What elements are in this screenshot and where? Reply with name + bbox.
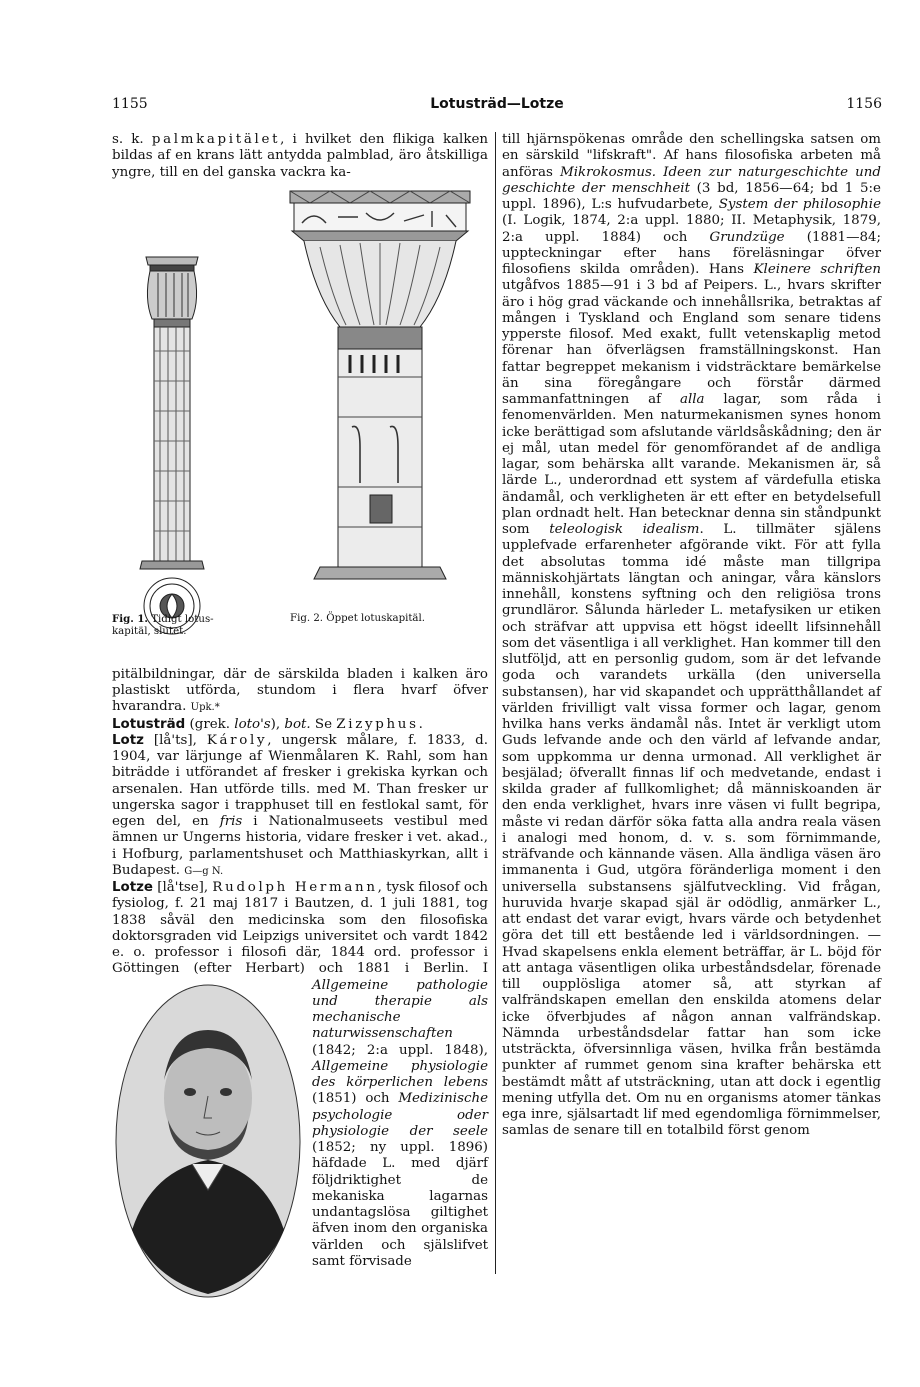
- fig2-open-lotus-capital-illustration: [280, 187, 480, 607]
- author-signature: Upk.*: [190, 702, 220, 714]
- entry-head: Lotze: [112, 880, 154, 895]
- kapital-continuation-paragraph: pitälbildningar, där de särskilda bladen i kalken äro plastiskt utförda, stundom i flera hvarf öfver hvarandra. Upk.*: [112, 666, 488, 715]
- figures: [112, 187, 488, 659]
- fig1-caption: Fig. 1. Tidigt lotus-kapitäl, slutet.: [112, 612, 214, 637]
- entry-lotustrad: Lotusträd (grek. loto's), bot. Se Zizyphus.: [112, 716, 423, 732]
- palmkapital-paragraph: s. k. palmkapitälet, i hvilket den flikiga kalken bildas af en krans lätt antydda palmblad, äro åtskilliga yngre, till en del ganska vackra ka-: [112, 132, 489, 180]
- lotze-continuation-paragraph: till hjärnspökenas område den schellingska satsen om en särskild "lifskraft". Af hans filosofiska arbeten må anföras Mikrokosmus. Ideen zur naturgeschichte und geschichte der menschheit (3 bd, 1856—64; bd 1 5:e uppl. 1896), L:s hufvudarbete, System der philosophie (I. Logik, 1874, 2:a uppl. 1880; II. Metaphysik, 1879, 2:a uppl. 1884) och Grundzüge (1881—84; uppteckningar efter hans föreläsningar öfver filosofiens skilda områden). Hans Kleinere schriften utgåfvos 1885—91 i 3 bd af Peipers. L., hvars skrifter äro i hög grad väckande och innehållsrika, betraktas af mången i Tyskland och England som senare tidens ypperste filosof. Med exakt, fullt vetenskaplig metod förenar han öfverlägsen framställningskonst. Han fattar begreppet mekanism i vidsträcktare bemärkelse än sina föregångare och förstår därmed sammanfattningen af alla lagar, som råda i fenomenvärlden. Men naturmekanismen synes honom icke berättigad som afslutande världsåskådning; den är ej mål, utan medel för genomförandet af de andliga lagar, som behärska allt varande. Mekanismen är, så lärde L., underordnad ett system af värdefulla etiska ändamål, och verkligheten är ett efter en betydelsefull plan ordnadt helt. Han betecknar denna sin ståndpunkt som teleologisk idealism. L. tillmäter själens upplefvade erfarenheter afgörande vikt. För att fylla det absolutas tomma idé måste man tillgripa människohjärtats längtan och aningar, våra känslors innehåll, konstens syftning och den religiösa trons grundläror. Sålunda härleder L. metafysiken ur etiken och sträfvar att uppvisa ett högst ideellt lifsinnehåll som det väsentliga i all verklighet. Han kommer till den slutföljd, att en personlig gudom, som är det lefvande goda och varandets urkälla (den universella substansen), har vid skapandet och upprätthållandet af världen frivilligt valt vissa former och lagar, genom hvilka hans verks ändamål nås. Intet är verkligt utom Guds lefvande ande och den värld af lefvande andar, som uppkomma ur denna urmonad. All verklighet är besjälad; öfverallt finnas lif och medvetande, endast i skilda grader af fullkomlighet; då människoanden är den enda verklighet, hvars inre väsen vi fullt begripa, måste vi redan därför söka fatta alla andra reala väsen i analogi med honom, d. v. s. som förnimmande, sträfvande och kännande väsen. Alla ändliga väsen äro immanenta i Gud, utgöra föränderliga moment i den universella substansens själfutveckling. Vid frågan, huruvida hvarje skapad själ är odödlig, anmärker L., att endast det varar evigt, hvars värde och betydenhet göra det till ett bestående led i världsordningen. — Hvad skapelsens enkla element beträffar, är L. böjd för att antaga väsentligen olika urbeståndsdelar, förenade till oupplösliga atomer så, att styrkan af valfrändskapen emellan den enskilda atomens delar icke öfverbjudes af någon annan valfrändskap. Nämnda urbeståndsdelar fattar han som icke utsträckta, öfversinnliga väsen, hvilka från bestämda punkter af rummet genom sina krafter behärska ett bestämdt mått af utsträckning, utan att dock i egentlig mening utfylla det. Om nu en organisms atomer tänkas ega inre, själsartadt lif med egendomliga förnimmelser, samlas de senare till en totalbild först genom: [502, 132, 882, 1139]
- entry-head: Lotusträd: [112, 716, 186, 732]
- page-number-right: 1156: [846, 96, 882, 112]
- fig1-lotus-column-illustration: [124, 251, 220, 635]
- author-signature: G—g N.: [184, 865, 224, 877]
- page-number-left: 1155: [112, 96, 148, 112]
- running-header: [112, 96, 882, 118]
- column-rule: [495, 132, 496, 1274]
- running-title: Lotusträd—Lotze: [430, 96, 564, 112]
- entry-lotze: Lotze [lå'tse], Rudolph Hermann, tysk filosof och fysiolog, f. 21 maj 1817 i Bautzen, d. 1 juli 1881, tog 1838 såväl den medicinska som den filosofiska doktorsgraden vid Leipzigs universitet och vardt 1842 e. o. professor i filosofi där, 1844 ord. professor i Göttingen (efter Herbart) och 1881 i Berlin. I Allgemeine pathologie und therapie als mechanische naturwissenschaften (1842; 2:a uppl. 1848), Allgemeine physiologie des körperlichen lebens (1851) och Medizinische psychologie oder physiologie der seele (1852; ny uppl. 1896) häfdade L. med djärf följdriktighet de mekaniska lagarnas undantagslösa giltighet äfven inom den organiska världen och själslifvet samt förvisade: [112, 880, 488, 1270]
- fig2-caption: Fig. 2. Öppet lotuskapitäl.: [290, 612, 426, 624]
- entry-lotz: Lotz [lå'ts], Károly, ungersk målare, f. 1833, d. 1904, var lärjunge af Wienmålaren K. Rahl, som han biträdde i utförandet af fresker i grekiska kyrkan och arsenalen. Han utförde tills. med M. Than fresker ur ungerska sagor i trapphuset till en festlokal samt, för egen del, en fris i Nationalmuseets vestibul med ämnen ur Ungerns historia, vidare fresker i vet. akad., i Hofburg, parlamentshuset och Matthiaskyrkan, allt i Budapest. G—g N.: [112, 732, 488, 878]
- entry-head: Lotz: [112, 732, 144, 748]
- right-column: [502, 132, 881, 1140]
- lotze-portrait-illustration: [112, 980, 304, 1302]
- left-column: [112, 132, 488, 1304]
